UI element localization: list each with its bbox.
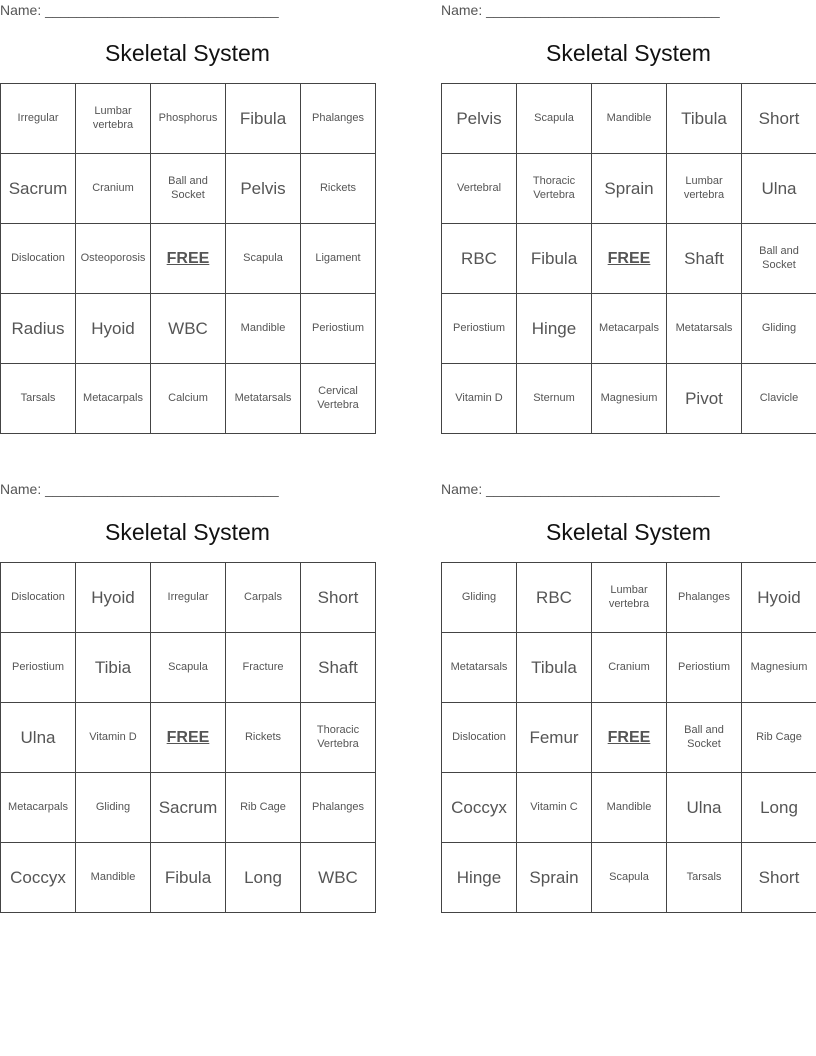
bingo-cell[interactable]: Hinge <box>517 294 592 364</box>
bingo-cell[interactable]: Sprain <box>592 154 667 224</box>
bingo-cell[interactable]: Magnesium <box>592 364 667 434</box>
grid-row <box>1 773 376 843</box>
grid-row <box>1 703 376 773</box>
bingo-cell[interactable]: Ulna <box>742 154 816 224</box>
bingo-cell[interactable]: Phalanges <box>301 773 376 843</box>
bingo-cell[interactable]: Short <box>742 84 816 154</box>
bingo-cell[interactable]: Long <box>742 773 816 843</box>
bingo-cell[interactable]: Cervical Vertebra <box>301 364 376 434</box>
bingo-cell[interactable]: Phalanges <box>667 563 742 633</box>
bingo-cell[interactable]: Mandible <box>592 773 667 843</box>
bingo-cell[interactable]: Fibula <box>517 224 592 294</box>
bingo-cell[interactable]: Pivot <box>667 364 742 434</box>
bingo-cell[interactable]: Cranium <box>76 154 151 224</box>
bingo-cell[interactable]: Tarsals <box>667 843 742 913</box>
bingo-cell[interactable]: Scapula <box>592 843 667 913</box>
bingo-cell[interactable]: Sternum <box>517 364 592 434</box>
bingo-cell[interactable]: Irregular <box>1 84 76 154</box>
bingo-cell[interactable]: Fibula <box>226 84 301 154</box>
grid-row <box>442 154 816 224</box>
bingo-cell[interactable]: Rib Cage <box>226 773 301 843</box>
grid-row <box>442 563 816 633</box>
card-title: Skeletal System <box>546 519 711 545</box>
bingo-cell[interactable]: Hyoid <box>76 294 151 364</box>
bingo-cell[interactable]: Mandible <box>592 84 667 154</box>
grid-row <box>1 224 376 294</box>
grid-row <box>1 84 376 154</box>
bingo-cell[interactable]: Metacarpals <box>76 364 151 434</box>
grid-row <box>442 84 816 154</box>
bingo-cell[interactable]: Ulna <box>667 773 742 843</box>
grid-row <box>1 364 376 434</box>
bingo-cell[interactable]: Ball and Socket <box>151 154 226 224</box>
grid-row <box>442 294 816 364</box>
bingo-cell[interactable]: Gliding <box>442 563 517 633</box>
bingo-cell[interactable]: Hinge <box>442 843 517 913</box>
bingo-cell[interactable]: Periostium <box>667 633 742 703</box>
bingo-cell[interactable]: Metatarsals <box>226 364 301 434</box>
bingo-cell[interactable]: Phalanges <box>301 84 376 154</box>
bingo-cell[interactable]: Tarsals <box>1 364 76 434</box>
bingo-cell[interactable]: Thoracic Vertebra <box>517 154 592 224</box>
grid-row <box>442 364 816 434</box>
bingo-cell[interactable]: Lumbar vertebra <box>76 84 151 154</box>
bingo-cell[interactable]: Dislocation <box>442 703 517 773</box>
bingo-cell[interactable]: Shaft <box>667 224 742 294</box>
bingo-cell[interactable]: Metacarpals <box>1 773 76 843</box>
bingo-cell[interactable]: Gliding <box>76 773 151 843</box>
grid-row <box>1 633 376 703</box>
bingo-cell[interactable]: Sacrum <box>151 773 226 843</box>
bingo-cell[interactable]: Vitamin D <box>76 703 151 773</box>
bingo-cell[interactable]: Metatarsals <box>667 294 742 364</box>
grid-row <box>442 703 816 773</box>
bingo-cell[interactable]: Dislocation <box>1 224 76 294</box>
bingo-cell[interactable]: Fracture <box>226 633 301 703</box>
bingo-cell[interactable]: Rib Cage <box>742 703 816 773</box>
name-field[interactable]: Name: ______________________________ <box>0 481 279 497</box>
bingo-cell[interactable]: Mandible <box>76 843 151 913</box>
bingo-cell[interactable]: Dislocation <box>1 563 76 633</box>
bingo-cell[interactable]: Vitamin C <box>517 773 592 843</box>
bingo-cell[interactable]: Short <box>742 843 816 913</box>
bingo-cell[interactable]: Ball and Socket <box>667 703 742 773</box>
bingo-cell[interactable]: Coccyx <box>442 773 517 843</box>
bingo-cell[interactable]: Periostium <box>1 633 76 703</box>
bingo-cell[interactable]: RBC <box>442 224 517 294</box>
bingo-cell[interactable]: Ball and Socket <box>742 224 816 294</box>
bingo-cell[interactable]: Periostium <box>442 294 517 364</box>
bingo-cell[interactable]: Tibia <box>76 633 151 703</box>
bingo-cell[interactable]: Phosphorus <box>151 84 226 154</box>
card-title: Skeletal System <box>105 40 270 66</box>
grid-row <box>442 633 816 703</box>
bingo-cell[interactable]: WBC <box>301 843 376 913</box>
bingo-cell[interactable]: Gliding <box>742 294 816 364</box>
bingo-cell[interactable]: Rickets <box>226 703 301 773</box>
name-field[interactable]: Name: ______________________________ <box>441 481 720 497</box>
bingo-cell[interactable]: Tibula <box>667 84 742 154</box>
bingo-cell[interactable]: Osteoporosis <box>76 224 151 294</box>
bingo-cell[interactable]: Pelvis <box>226 154 301 224</box>
bingo-cell[interactable]: Long <box>226 843 301 913</box>
grid-row <box>1 563 376 633</box>
bingo-grid <box>441 83 816 434</box>
grid-row <box>1 154 376 224</box>
bingo-cell[interactable]: Fibula <box>151 843 226 913</box>
bingo-cell[interactable]: Shaft <box>301 633 376 703</box>
bingo-cell[interactable]: WBC <box>151 294 226 364</box>
free-space-cell[interactable]: FREE <box>592 703 667 773</box>
free-space-cell[interactable]: FREE <box>151 703 226 773</box>
bingo-cell[interactable]: Pelvis <box>442 84 517 154</box>
name-field[interactable]: Name: ______________________________ <box>441 2 720 18</box>
bingo-cell[interactable]: Radius <box>1 294 76 364</box>
bingo-cell[interactable]: RBC <box>517 563 592 633</box>
grid-row <box>442 843 816 913</box>
bingo-cell[interactable]: Femur <box>517 703 592 773</box>
bingo-cell[interactable]: Scapula <box>517 84 592 154</box>
bingo-cell[interactable]: Periostium <box>301 294 376 364</box>
card-title: Skeletal System <box>546 40 711 66</box>
bingo-cell[interactable]: Irregular <box>151 563 226 633</box>
name-field[interactable]: Name: ______________________________ <box>0 2 279 18</box>
bingo-cell[interactable]: Metatarsals <box>442 633 517 703</box>
grid-row <box>442 773 816 843</box>
bingo-cell[interactable]: Hyoid <box>76 563 151 633</box>
bingo-cell[interactable]: Tibula <box>517 633 592 703</box>
bingo-grid <box>441 562 816 913</box>
card-title: Skeletal System <box>105 519 270 545</box>
bingo-grid <box>0 83 376 434</box>
bingo-cell[interactable]: Ulna <box>1 703 76 773</box>
bingo-grid <box>0 562 376 913</box>
bingo-cell[interactable]: Vitamin D <box>442 364 517 434</box>
bingo-cell[interactable]: Calcium <box>151 364 226 434</box>
bingo-cell[interactable]: Short <box>301 563 376 633</box>
bingo-cell[interactable]: Scapula <box>151 633 226 703</box>
bingo-cell[interactable]: Carpals <box>226 563 301 633</box>
bingo-cell[interactable]: Lumbar vertebra <box>592 563 667 633</box>
bingo-cell[interactable]: Metacarpals <box>592 294 667 364</box>
bingo-cell[interactable]: Rickets <box>301 154 376 224</box>
bingo-cell[interactable]: Sprain <box>517 843 592 913</box>
bingo-cell[interactable]: Scapula <box>226 224 301 294</box>
bingo-cell[interactable]: Vertebral <box>442 154 517 224</box>
bingo-cell[interactable]: Lumbar vertebra <box>667 154 742 224</box>
grid-row <box>1 294 376 364</box>
bingo-cell[interactable]: Coccyx <box>1 843 76 913</box>
bingo-cell[interactable]: Hyoid <box>742 563 816 633</box>
free-space-cell[interactable]: FREE <box>151 224 226 294</box>
bingo-cell[interactable]: Sacrum <box>1 154 76 224</box>
grid-row <box>1 843 376 913</box>
bingo-cell[interactable]: Magnesium <box>742 633 816 703</box>
free-space-cell[interactable]: FREE <box>592 224 667 294</box>
bingo-cell[interactable]: Ligament <box>301 224 376 294</box>
bingo-cell[interactable]: Mandible <box>226 294 301 364</box>
bingo-cell[interactable]: Cranium <box>592 633 667 703</box>
grid-row <box>442 224 816 294</box>
bingo-cell[interactable]: Clavicle <box>742 364 816 434</box>
bingo-cell[interactable]: Thoracic Vertebra <box>301 703 376 773</box>
